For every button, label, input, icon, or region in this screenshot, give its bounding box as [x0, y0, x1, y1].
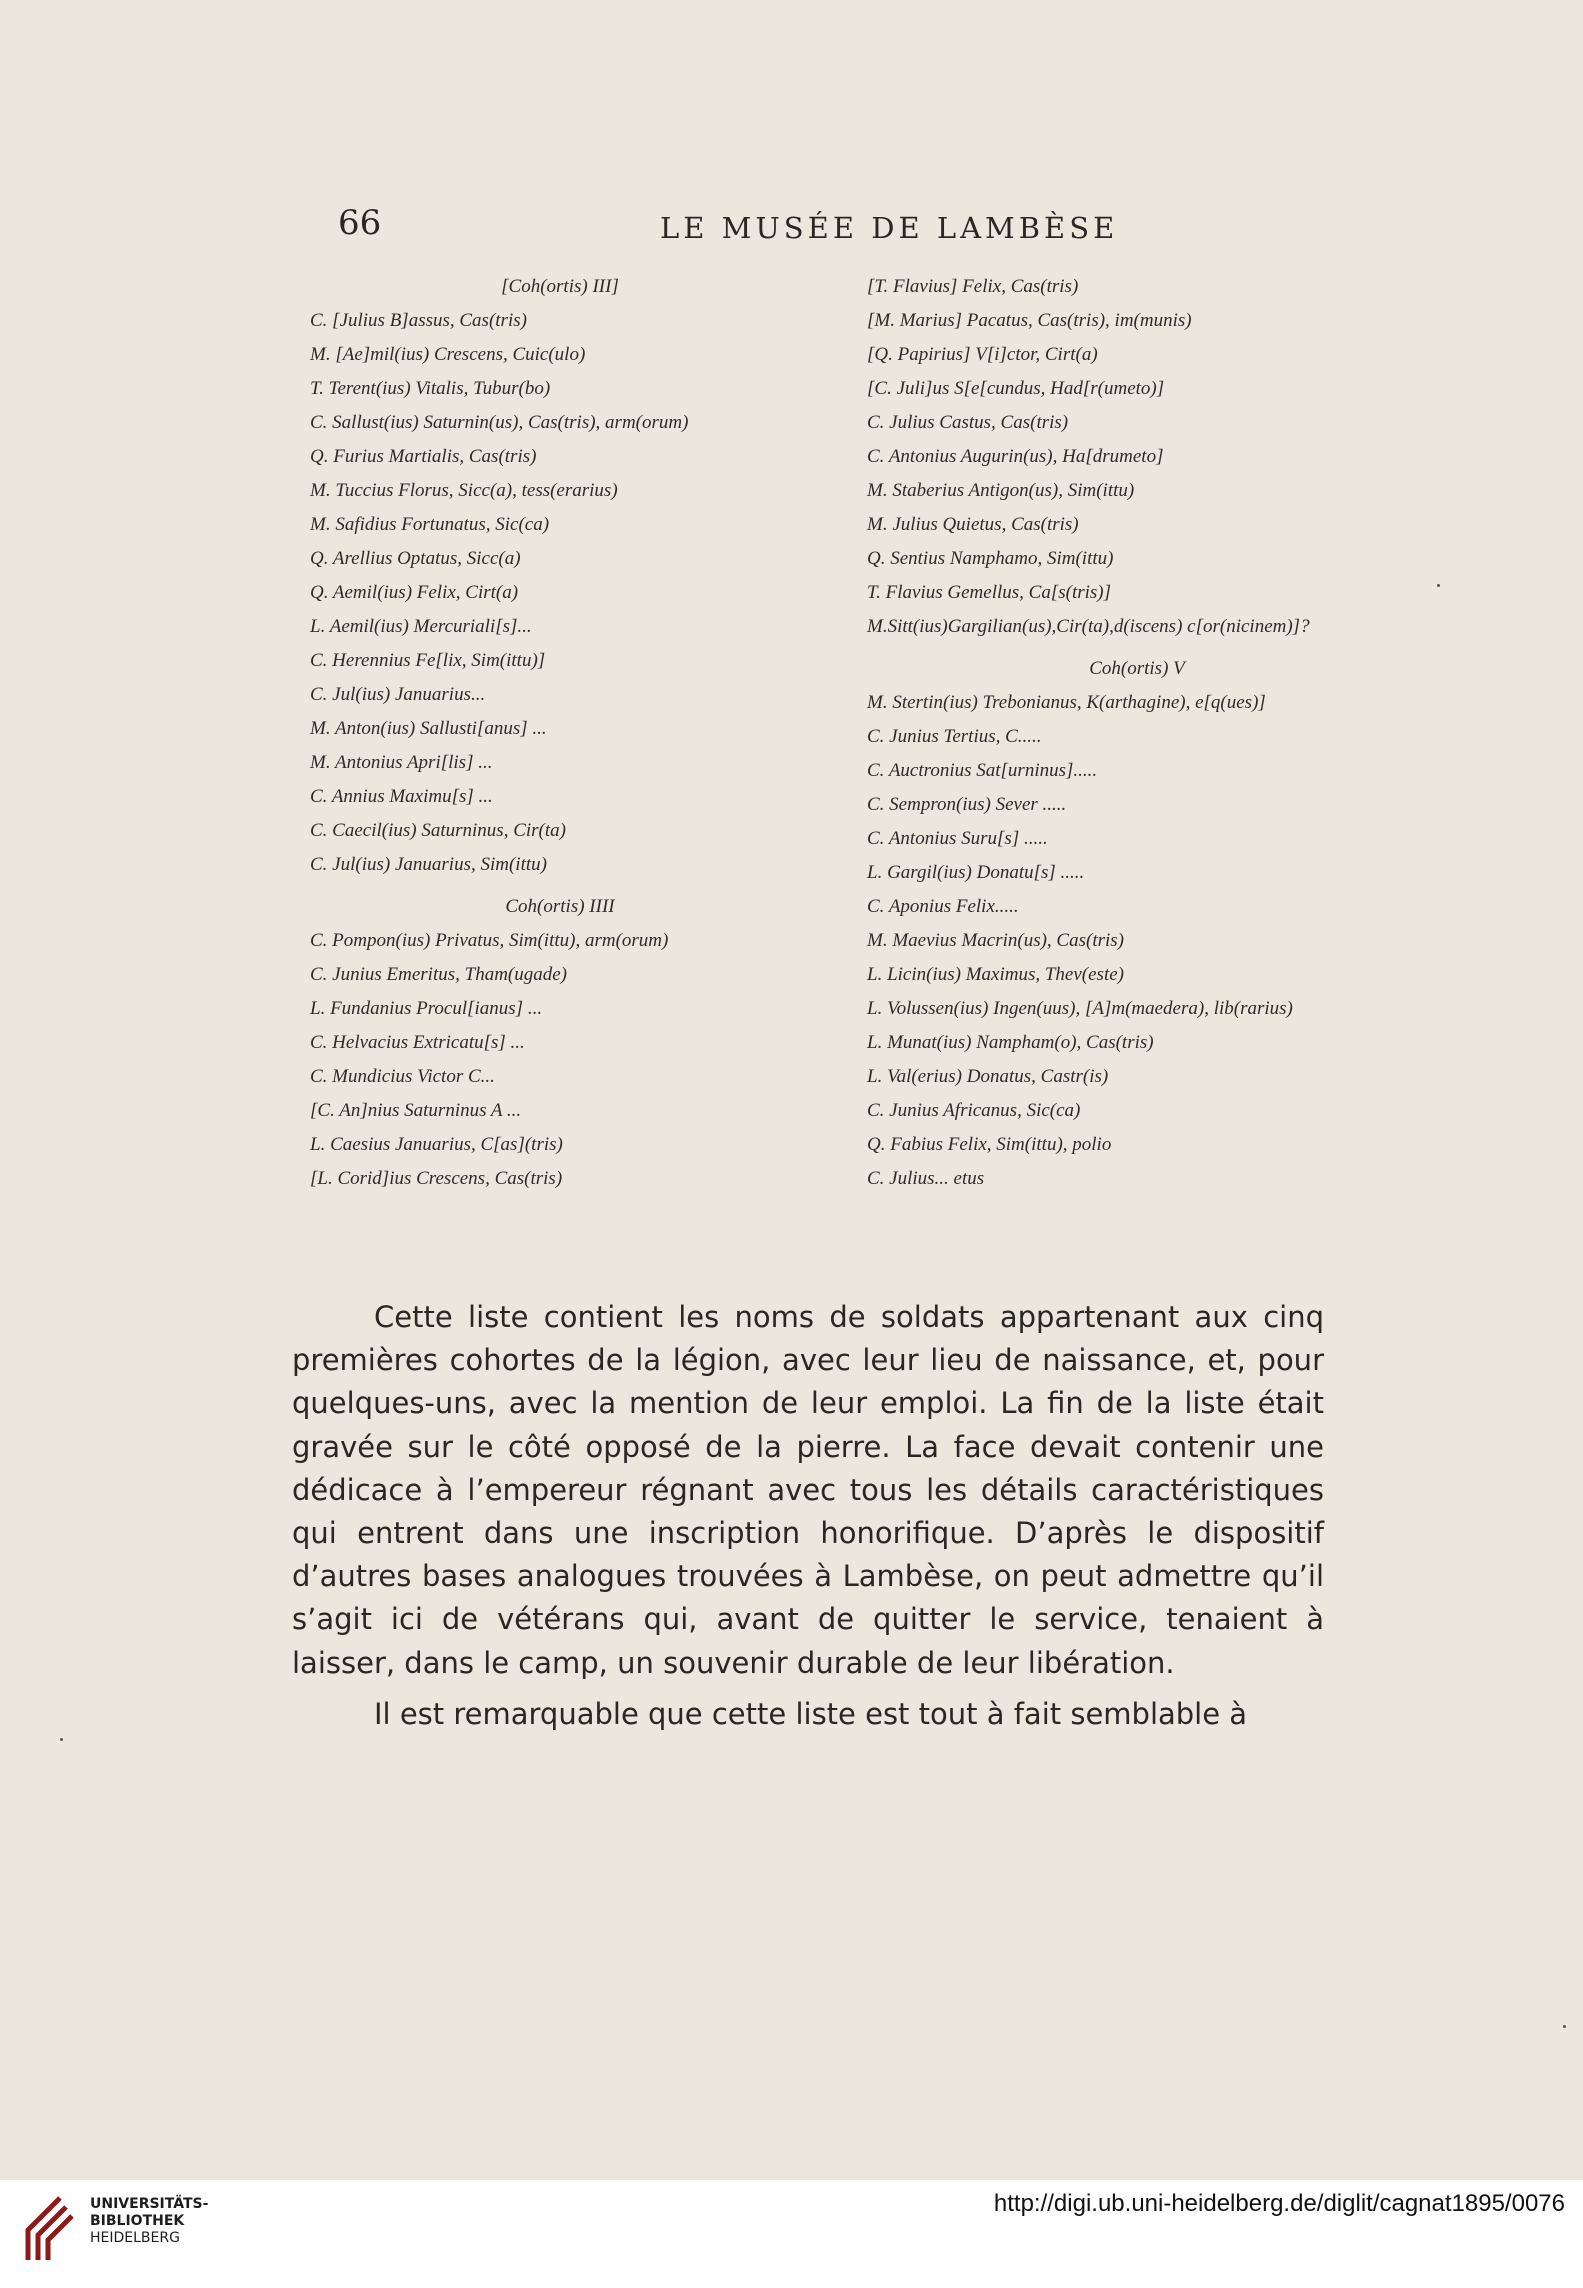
soldier-entry: M. Julius Quietus, Cas(tris) [867, 514, 1079, 535]
paragraph: Il est remarquable que cette liste est tout à fait semblable à [374, 1696, 1248, 1731]
soldier-entry: Q. Aemil(ius) Felix, Cirt(a) [310, 582, 519, 603]
soldier-entry: Q. Arellius Optatus, Sicc(a) [310, 548, 521, 569]
soldier-entry: [M. Marius] Pacatus, Cas(tris), im(munis) [867, 310, 1192, 331]
soldier-entry: L. Munat(ius) Nampham(o), Cas(tris) [867, 1032, 1154, 1053]
soldier-entry: C. Sempron(ius) Sever ..... [867, 794, 1067, 815]
library-name [90, 2196, 208, 2247]
soldier-entry: C. Julius Castus, Cas(tris) [867, 412, 1069, 433]
soldier-entry: C. Auctronius Sat[urninus]..... [867, 760, 1098, 781]
soldier-entry: C. Helvacius Extricatu[s] ... [310, 1032, 525, 1053]
soldier-entry: T. Flavius Gemellus, Ca[s(tris)] [867, 582, 1112, 603]
soldier-entry: L. Caesius Januarius, C[as](tris) [310, 1134, 563, 1155]
scan-speck [1437, 584, 1440, 587]
soldier-entry: C. Jul(ius) Januarius, Sim(ittu) [310, 854, 547, 875]
soldier-entry: M. Staberius Antigon(us), Sim(ittu) [867, 480, 1135, 501]
soldier-entry: C. Antonius Suru[s] ..... [867, 828, 1048, 849]
soldier-entry: C. Julius... etus [867, 1168, 985, 1189]
soldier-entry: [L. Corid]ius Crescens, Cas(tris) [310, 1168, 563, 1189]
footer-bar [0, 2180, 1583, 2288]
running-title: LE MUSÉE DE LAMBÈSE [660, 211, 1119, 245]
page-number: 66 [338, 203, 382, 243]
soldier-entry: C. Junius Africanus, Sic(ca) [867, 1100, 1081, 1121]
soldier-entry: L. Licin(ius) Maximus, Thev(este) [867, 964, 1124, 985]
soldier-entry: Q. Sentius Namphamo, Sim(ittu) [867, 548, 1114, 569]
soldier-entry: M. Maevius Macrin(us), Cas(tris) [867, 930, 1124, 951]
soldier-entry: M. Antonius Apri[lis] ... [310, 752, 493, 773]
soldier-entry: L. Aemil(ius) Mercuriali[s]... [310, 616, 532, 637]
paragraph: Cette liste contient les noms de soldats appartenant aux cinq premières cohortes de la légion, avec leur lieu de naissance, et, pour quelques-uns, avec la mention de leur emploi. La fin de la liste était gravée sur le côté opposé de la pierre. La face devait contenir une dédicace à l’empereur régnant avec tous les détails caractéristiques qui entrent dans une inscription honorifique. D’après le dispositif d’autres bases analogues trouvées à Lambèse, on peut admettre qu’il s’agit ici de vétérans qui, avant de quitter le service, tenaient à laisser, dans le camp, un souvenir durable de leur libération. [292, 1300, 1324, 1680]
soldier-entry: M. Anton(ius) Sallusti[anus] ... [310, 718, 547, 739]
soldier-entry: L. Val(erius) Donatus, Castr(is) [867, 1066, 1109, 1087]
soldier-entry: [C. An]nius Saturninus A ... [310, 1100, 522, 1121]
soldier-entry: C. Jul(ius) Januarius... [310, 684, 486, 705]
cohort-heading: Coh(ortis) IIII [505, 896, 615, 917]
soldier-entry: C. Aponius Felix..... [867, 896, 1019, 917]
soldier-entry: [C. Juli]us S[e[cundus, Had[r(umeto)] [867, 378, 1165, 399]
soldier-entry: C. Herennius Fe[lix, Sim(ittu)] [310, 650, 546, 671]
soldier-entry: C. Junius Emeritus, Tham(ugade) [310, 964, 568, 985]
soldier-entry: C. Caecil(ius) Saturninus, Cir(ta) [310, 820, 566, 841]
soldier-entry: Q. Furius Martialis, Cas(tris) [310, 446, 537, 467]
soldier-entry: M.Sitt(ius)Gargilian(us),Cir(ta),d(iscens) c[or(nicinem)]? [867, 616, 1310, 637]
soldier-entry: C. Antonius Augurin(us), Ha[drumeto] [867, 446, 1164, 467]
soldier-entry: C. Annius Maximu[s] ... [310, 786, 493, 807]
body-text [292, 1296, 1324, 1736]
soldier-entry: M. Tuccius Florus, Sicc(a), tess(erarius) [310, 480, 618, 501]
soldier-entry: C. [Julius B]assus, Cas(tris) [310, 310, 527, 331]
library-logo-icon [20, 2190, 80, 2270]
soldier-entry: M. [Ae]mil(ius) Crescens, Cuic(ulo) [310, 344, 586, 365]
inscription-list-left [310, 270, 810, 1196]
library-line: HEIDELBERG [90, 2230, 180, 2246]
cohort-heading: Coh(ortis) V [1089, 658, 1185, 679]
soldier-entry: C. Sallust(ius) Saturnin(us), Cas(tris), arm(orum) [310, 412, 689, 433]
soldier-entry: C. Pompon(ius) Privatus, Sim(ittu), arm(orum) [310, 930, 669, 951]
soldier-entry: M. Stertin(ius) Trebonianus, K(arthagine), e[q(ues)] [867, 692, 1266, 713]
soldier-entry: T. Terent(ius) Vitalis, Tubur(bo) [310, 378, 551, 399]
soldier-entry: [Q. Papirius] V[i]ctor, Cirt(a) [867, 344, 1098, 365]
scan-speck [60, 1738, 63, 1741]
inscription-list-right [867, 270, 1407, 1196]
soldier-entry: Q. Fabius Felix, Sim(ittu), polio [867, 1134, 1112, 1155]
library-line: UNIVERSITÄTS- [90, 2196, 209, 2212]
soldier-entry: M. Safidius Fortunatus, Sic(ca) [310, 514, 550, 535]
soldier-entry: L. Gargil(ius) Donatu[s] ..... [867, 862, 1085, 883]
soldier-entry: [T. Flavius] Felix, Cas(tris) [867, 276, 1079, 297]
library-line: BIBLIOTHEK [90, 2213, 185, 2229]
soldier-entry: C. Junius Tertius, C..... [867, 726, 1042, 747]
source-url-link[interactable]: http://digi.ub.uni-heidelberg.de/diglit/cagnat1895/0076 [993, 2190, 1565, 2217]
cohort-heading: [Coh(ortis) III] [501, 276, 619, 297]
soldier-entry: C. Mundicius Victor C... [310, 1066, 495, 1087]
scan-speck [1563, 2025, 1566, 2028]
soldier-entry: L. Volussen(ius) Ingen(uus), [A]m(maedera), lib(rarius) [867, 998, 1293, 1019]
page-header [330, 203, 1350, 263]
soldier-entry: L. Fundanius Procul[ianus] ... [310, 998, 543, 1019]
